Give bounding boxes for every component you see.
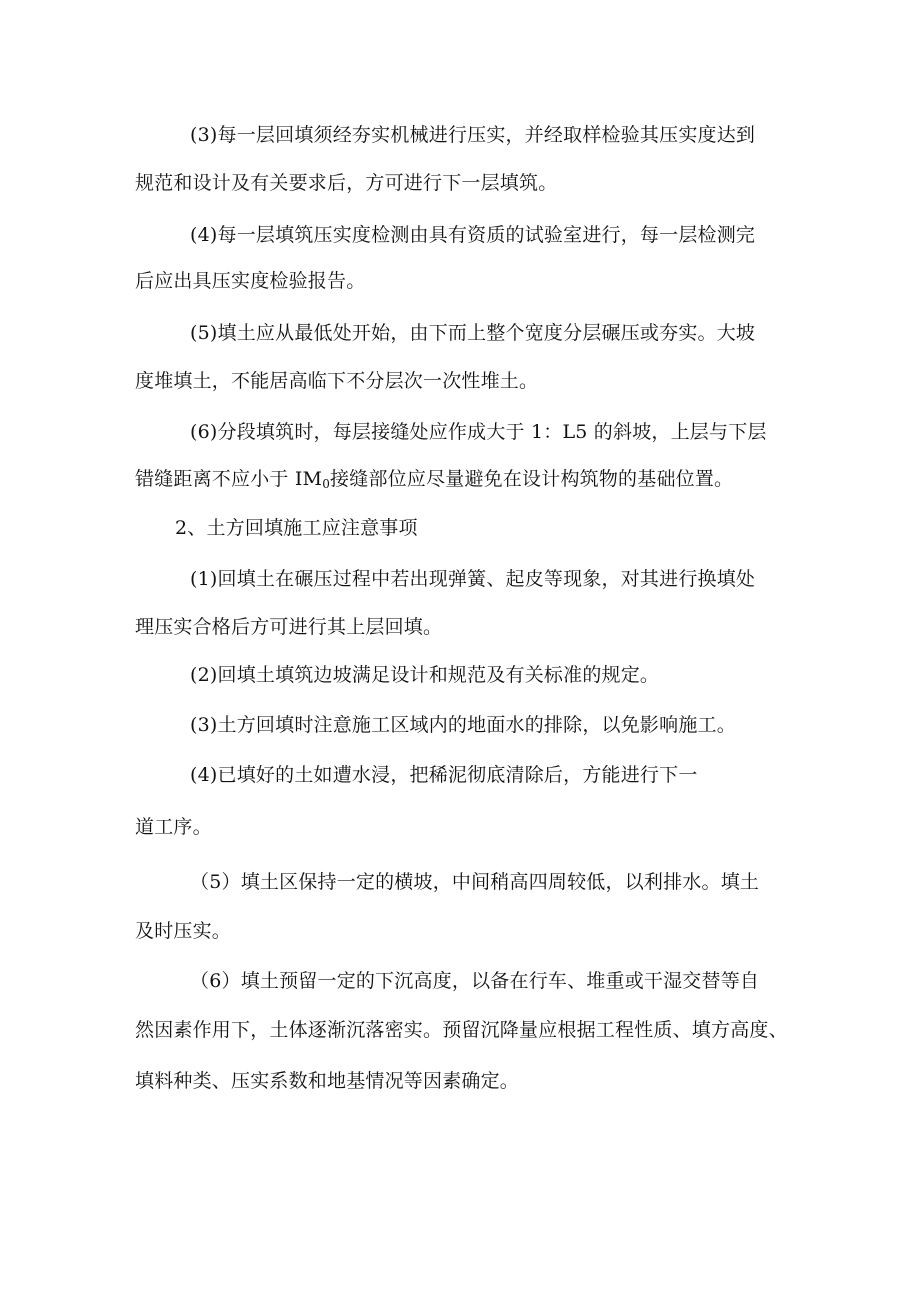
paragraph-6-line-2-start: 错缝距离不应小于 IM [135, 468, 323, 490]
item-6-line-3: 填料种类、压实系数和地基情况等因素确定。 [135, 1070, 520, 1092]
item-4-line-2: 道工序。 [135, 816, 212, 838]
paragraph-4-line-1: (4)每一层填筑压实度检测由具有资质的试验室进行，每一层检测完 [190, 224, 756, 246]
item-1-line-1: (1)回填土在碾压过程中若出现弹簧、起皮等现象，对其进行换填处 [190, 568, 756, 590]
item-1-line-2: 理压实合格后方可进行其上层回填。 [135, 616, 443, 638]
item-2-line-1: (2)回填土填筑边坡满足设计和规范及有关标准的规定。 [190, 664, 660, 686]
paragraph-3-line-1: (3)每一层回填须经夯实机械进行压实，并经取样检验其压实度达到 [190, 124, 756, 146]
paragraph-5-line-1: (5)填土应从最低处开始，由下而上整个宽度分层碾压或夯实。大坡 [190, 322, 756, 344]
item-6-line-2: 然因素作用下，土体逐渐沉落密实。预留沉降量应根据工程性质、填方高度、 [135, 1019, 788, 1041]
section-heading: 2、土方回填施工应注意事项 [175, 517, 418, 539]
paragraph-6-line-2 [135, 470, 733, 490]
paragraph-6-line-1: (6)分段填筑时，每层接缝处应作成大于 1：L5 的斜坡，上层与下层 [190, 421, 767, 443]
subscript-zero: 0 [322, 477, 331, 491]
item-4-line-1: (4)已填好的土如遭水浸，把稀泥彻底清除后，方能进行下一 [190, 764, 698, 786]
item-6-line-1: （6）填土预留一定的下沉高度，以备在行车、堆重或干湿交替等自 [190, 970, 760, 992]
paragraph-4-line-2: 后应出具压实度检验报告。 [135, 270, 366, 292]
item-5-line-2: 及时压实。 [135, 920, 232, 942]
item-3-line-1: (3)土方回填时注意施工区域内的地面水的排除，以免影响施工。 [190, 714, 736, 736]
paragraph-6-line-2-end: 接缝部位应尽量避免在设计构筑物的基础位置。 [330, 468, 734, 490]
item-5-line-1: （5）填土区保持一定的横坡，中间稍高四周较低，以利排水。填土 [190, 871, 760, 893]
paragraph-5-line-2: 度堆填土，不能居高临下不分层次一次性堆土。 [135, 370, 539, 392]
paragraph-3-line-2: 规范和设计及有关要求后，方可进行下一层填筑。 [135, 172, 558, 194]
